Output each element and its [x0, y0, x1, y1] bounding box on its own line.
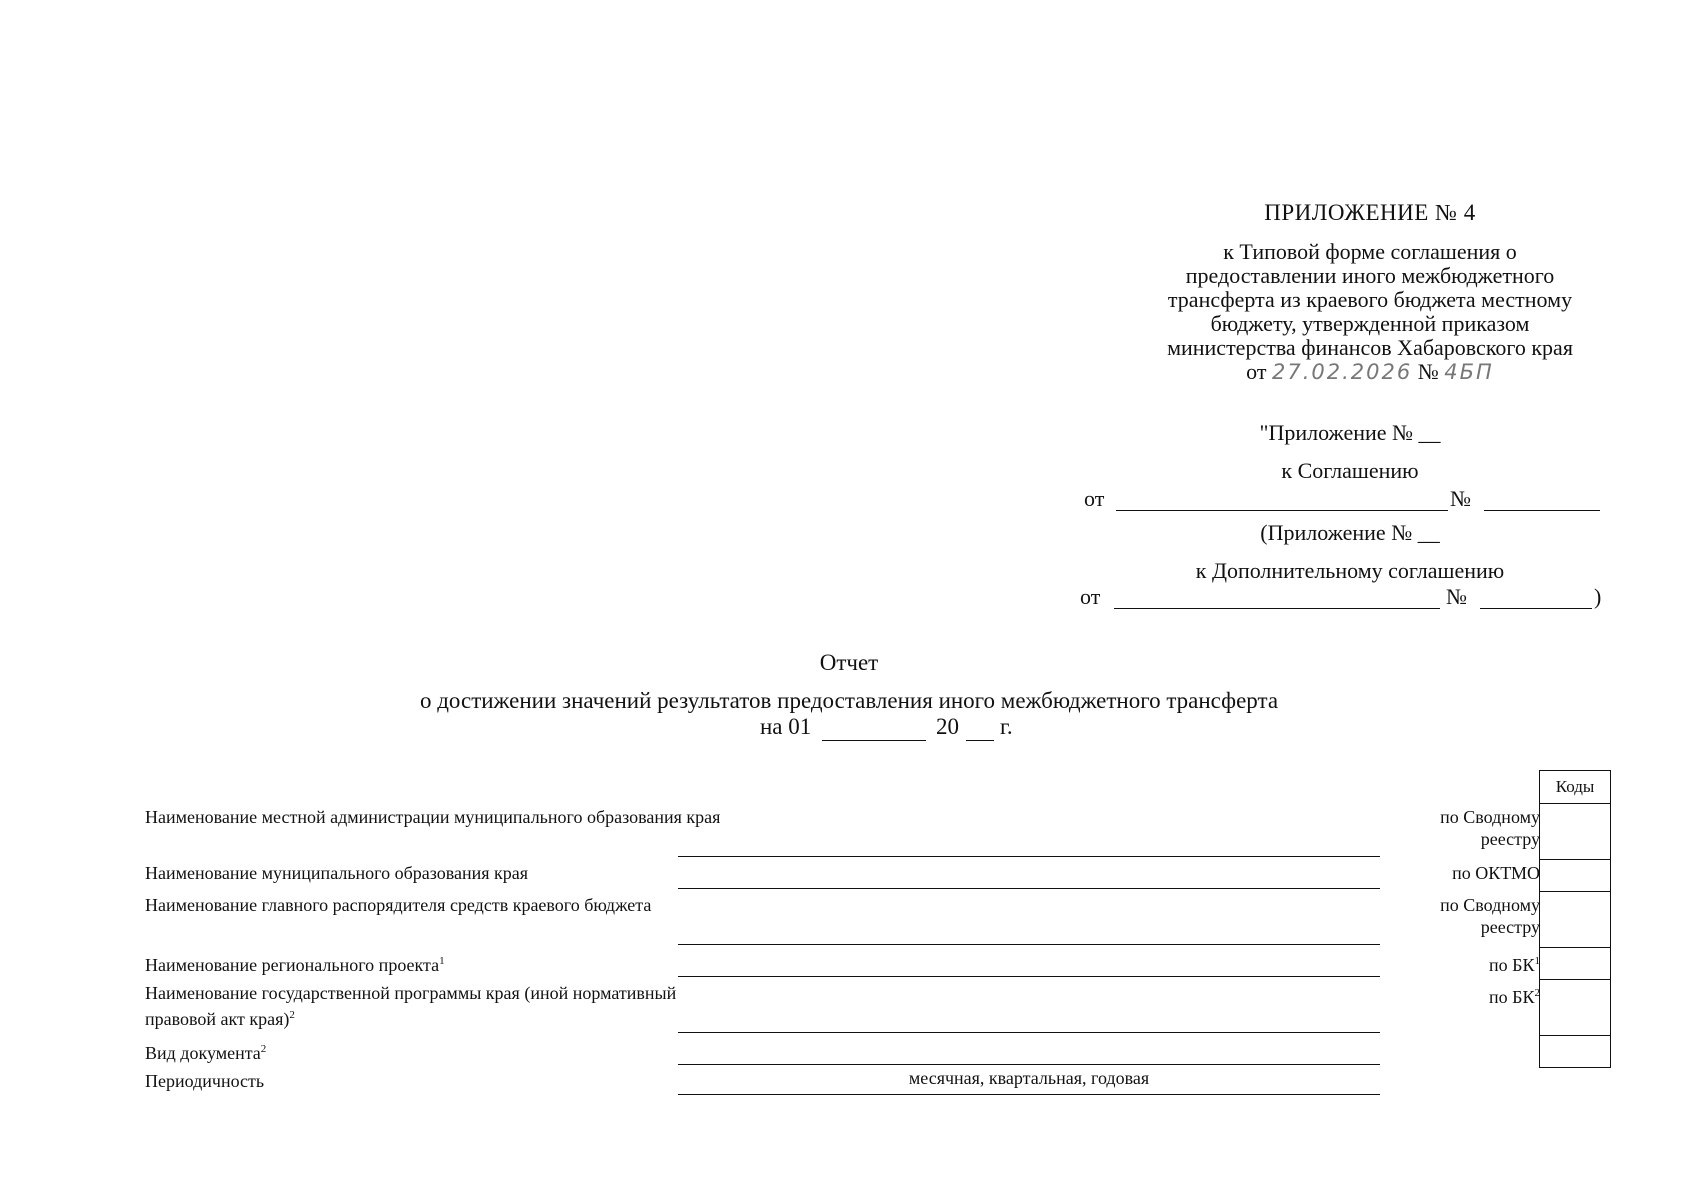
- code-label-bk-1-text: по БК: [1489, 955, 1535, 975]
- form-label-municipality: Наименование муниципального образования края: [145, 863, 529, 883]
- form-label-state-program-text: Наименование государственной программы края (иной нормативный правовой акт края): [145, 983, 677, 1029]
- report-year-suffix: г.: [1000, 714, 1013, 739]
- report-month-blank[interactable]: [822, 740, 926, 741]
- code-label-consolidated-registry-text: по Сводному реестру: [1440, 807, 1540, 849]
- close-paren: ): [1594, 584, 1602, 609]
- code-footnote-2: 2: [1534, 987, 1540, 999]
- code-cell-registry-2[interactable]: [1540, 891, 1610, 947]
- form-label-chief-manager: Наименование главного распорядителя средств краевого бюджета: [145, 895, 652, 915]
- code-label-consolidated-registry: [1410, 806, 1540, 850]
- report-title: Отчет: [819, 650, 879, 675]
- annex-num-label: №: [1450, 486, 1471, 511]
- code-label-consolidated-registry-2: [1410, 894, 1540, 938]
- code-cell-bk-1[interactable]: [1540, 947, 1610, 979]
- code-cell-oktmo[interactable]: [1540, 859, 1610, 891]
- appendix-line-3: трансферта из краевого бюджета местному: [1167, 287, 1573, 312]
- code-label-bk-2: [1489, 982, 1540, 1008]
- form-label-regional-project: [145, 950, 445, 976]
- form-label-document-type: [145, 1038, 266, 1064]
- report-date-prefix: на 01: [760, 714, 812, 739]
- codes-header: Коды: [1555, 777, 1595, 796]
- footnote-2b: 2: [260, 1043, 267, 1055]
- footnote-2: 2: [289, 1009, 295, 1021]
- form-label-periodicity: Периодичность: [145, 1071, 265, 1091]
- field-chief-manager[interactable]: [678, 944, 1380, 945]
- field-state-program[interactable]: [678, 1032, 1380, 1033]
- annex-number-line: "Приложение № __: [1259, 420, 1441, 445]
- appendix-line-2: предоставлении иного межбюджетного: [1185, 263, 1555, 288]
- form-label-local-administration: Наименование местной администрации муниципального образования края: [145, 807, 721, 827]
- appendix-line-1: к Типовой форме соглашения о: [1223, 239, 1517, 264]
- appendix-reference: [1070, 240, 1670, 384]
- report-year-prefix: 20: [936, 714, 959, 739]
- supplementary-annex-line: (Приложение № __: [1260, 520, 1440, 545]
- appendix-order-line: [1070, 360, 1670, 384]
- code-label-consolidated-registry-2-text: по Сводному реестру: [1440, 895, 1540, 937]
- code-footnote-1: 1: [1534, 955, 1540, 967]
- supplementary-date-blank[interactable]: [1114, 608, 1440, 609]
- supplementary-num-label: №: [1446, 584, 1467, 609]
- code-label-oktmo: по ОКТМО: [1452, 863, 1540, 883]
- appendix-number-label: №: [1417, 359, 1439, 384]
- appendix-line-4: бюджету, утвержденной приказом: [1210, 311, 1530, 336]
- field-document-type[interactable]: [678, 1064, 1380, 1065]
- annex-date-blank[interactable]: [1116, 510, 1448, 511]
- supplementary-from-label: от: [1080, 584, 1101, 609]
- field-municipality[interactable]: [678, 888, 1380, 889]
- footnote-1: 1: [439, 955, 445, 967]
- code-label-bk-1: [1489, 950, 1540, 976]
- appendix-from-label: от: [1246, 359, 1267, 384]
- report-year-blank[interactable]: [966, 740, 994, 741]
- codes-table: [1539, 770, 1611, 1068]
- handwritten-number: 4БП: [1444, 360, 1494, 384]
- annex-from-label: от: [1084, 486, 1105, 511]
- annex-number-blank[interactable]: [1484, 510, 1600, 511]
- handwritten-date: 27.02.2026: [1272, 360, 1413, 384]
- annex-agreement-line: к Соглашению: [1281, 458, 1419, 483]
- appendix-title: ПРИЛОЖЕНИЕ № 4: [1264, 200, 1476, 225]
- form-label-regional-project-text: Наименование регионального проекта: [145, 955, 440, 975]
- periodicity-value: месячная, квартальная, годовая: [908, 1068, 1150, 1088]
- field-periodicity[interactable]: [678, 1094, 1380, 1095]
- report-subtitle: о достижении значений результатов предоставления иного межбюджетного трансферта: [419, 688, 1279, 713]
- code-label-bk-2-text: по БК: [1489, 987, 1535, 1007]
- supplementary-number-blank[interactable]: [1480, 608, 1592, 609]
- code-cell-registry[interactable]: [1540, 803, 1610, 859]
- form-label-document-type-text: Вид документа: [145, 1043, 261, 1063]
- supplementary-agreement-line: к Дополнительному соглашению: [1195, 558, 1505, 583]
- field-regional-project[interactable]: [678, 976, 1380, 977]
- field-local-administration[interactable]: [678, 856, 1380, 857]
- code-cell-document-type[interactable]: [1540, 1035, 1610, 1067]
- appendix-line-5: министерства финансов Хабаровского края: [1167, 335, 1573, 360]
- code-cell-bk-2[interactable]: [1540, 979, 1610, 1035]
- form-label-state-program: [145, 982, 705, 1030]
